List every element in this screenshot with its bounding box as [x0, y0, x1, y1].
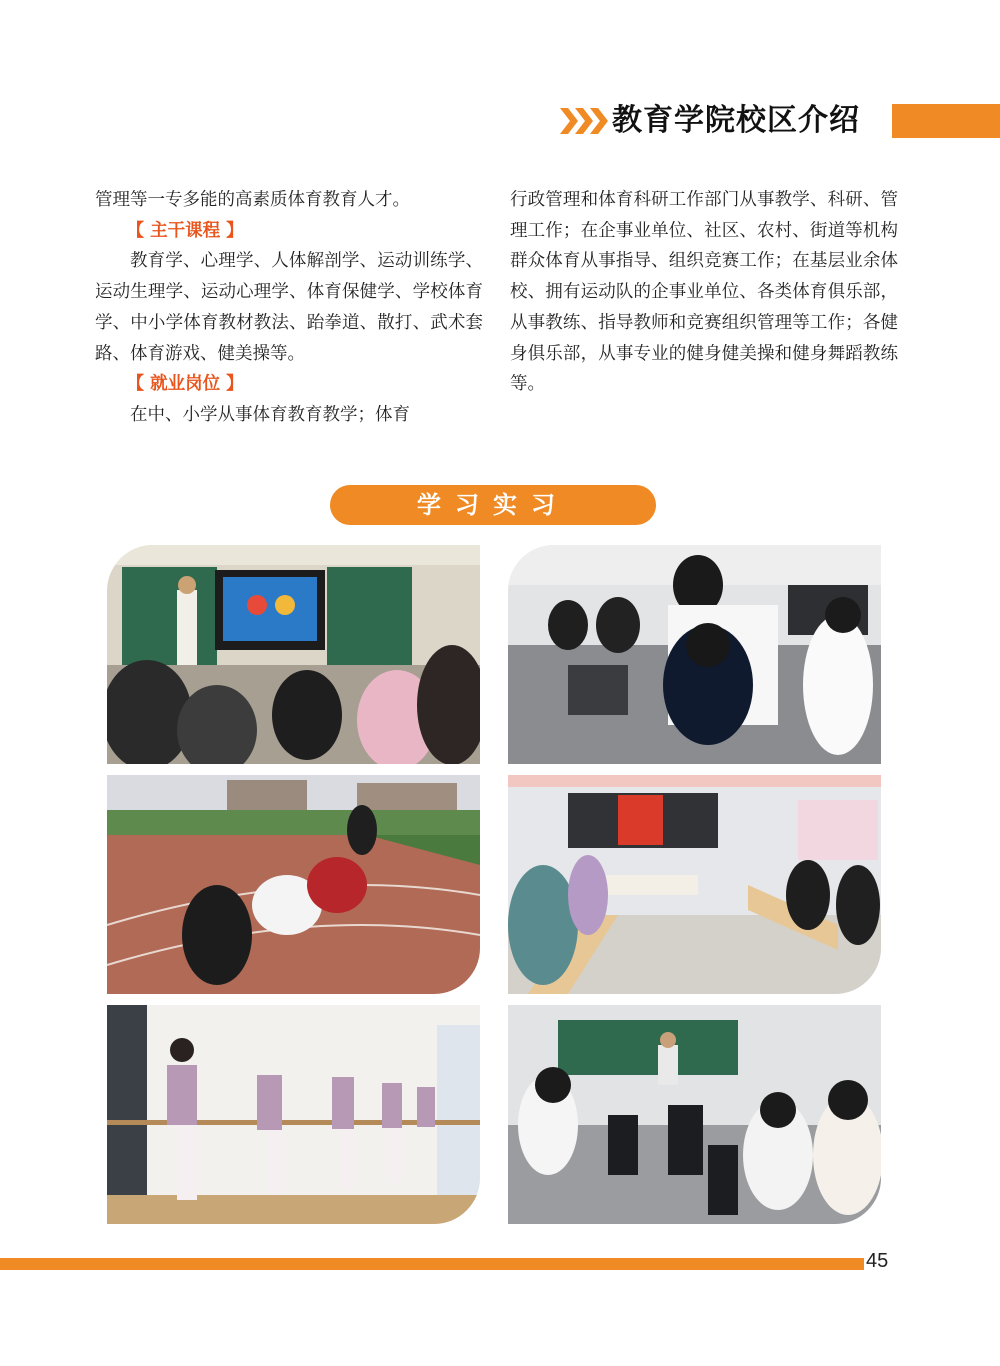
jobs-heading: 【 就业岗位 】 [126, 374, 244, 395]
photo-computer-lab-exam [508, 1005, 881, 1224]
triple-chevron-icon [560, 106, 610, 136]
photo-computer-lab-instruction [508, 545, 881, 764]
courses-heading: 【 主干课程 】 [126, 220, 244, 241]
photo-classroom-lecture [107, 545, 480, 764]
photo-track-sprint [107, 775, 480, 994]
photo-debate-classroom [508, 775, 881, 994]
page-header [0, 100, 1000, 142]
section-title-pill: 学习实习 [330, 485, 656, 525]
page-title: 教育学院校区介绍 [612, 103, 860, 138]
header-accent-bar [892, 104, 1000, 138]
intro-text: 管理等一专多能的高素质体育教育人才。 [95, 190, 410, 210]
right-text-column [510, 185, 898, 400]
courses-text: 教育学、心理学、人体解剖学、运动训练学、运动生理学、运动心理学、体育保健学、学校体育学、中小学体育教材教法、跆拳道、散打、武术套路、体育游戏、健美操等。 [95, 251, 483, 364]
jobs-text-start: 在中、小学从事体育教育教学；体育 [130, 404, 410, 425]
footer-accent-bar [0, 1258, 864, 1270]
left-text-column [95, 185, 483, 431]
jobs-text-continued: 行政管理和体育科研工作部门从事教学、科研、管理工作；在企事业单位、社区、农村、街道等机构群众体育从事指导、组织竞赛工作；在基层业余体校、拥有运动队的企事业单位、各类体育俱乐部，从事教练、指导教师和竞赛组织管理等工作；各健身俱乐部，从事专业的健身健美操和健身舞蹈教练等。 [510, 190, 898, 395]
photo-ballet-practice [107, 1005, 480, 1224]
page-number: 45 [866, 1250, 889, 1272]
